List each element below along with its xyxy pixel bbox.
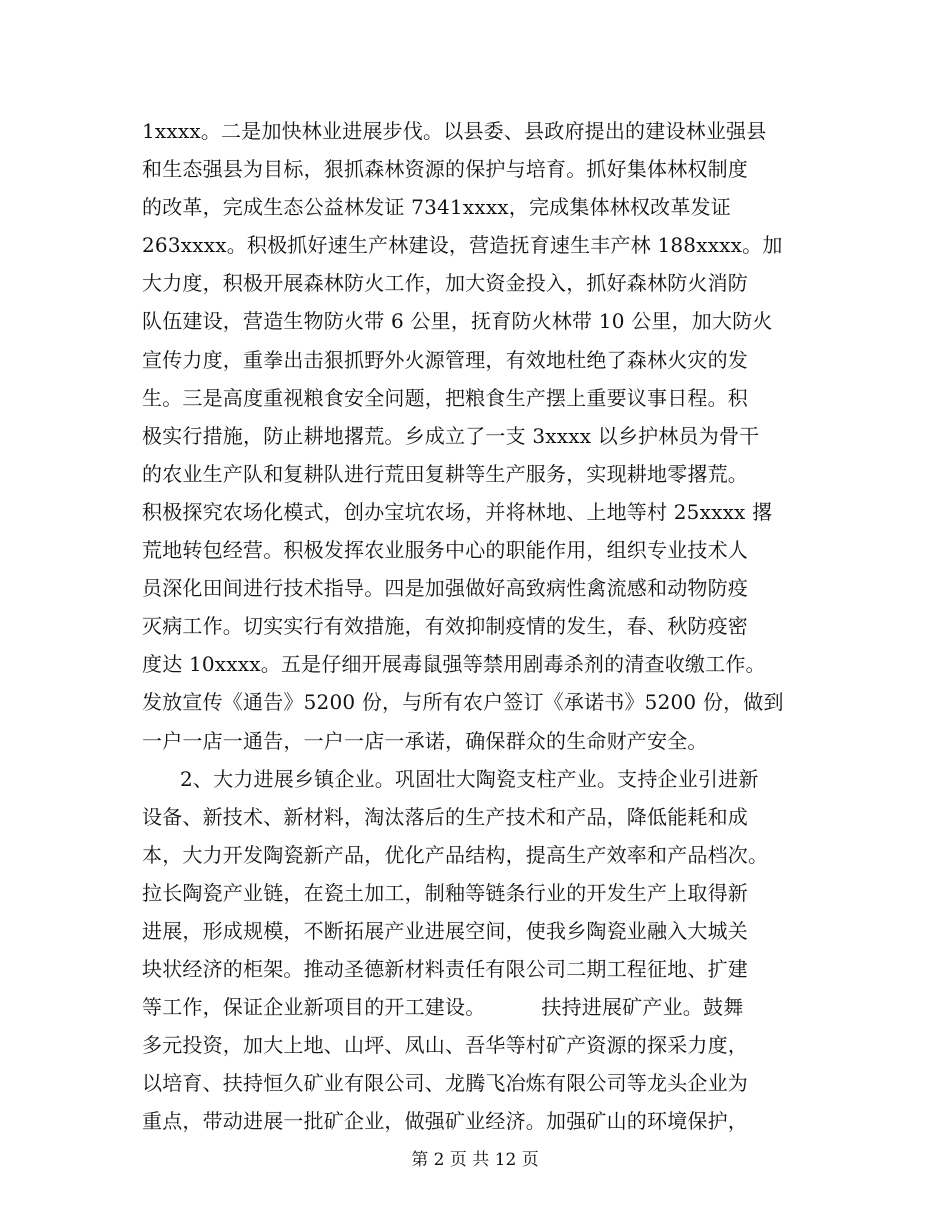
text-line: 的改革，完成生态公益林发证 7341xxxx，完成集体林权改革发证 xyxy=(142,195,731,220)
text-line: 多元投资，加大上地、山坪、凤山、吾华等村矿产资源的探采力度， xyxy=(142,1033,748,1058)
body-text xyxy=(142,112,822,1141)
text-segment: 扶持进展矿产业。鼓舞 xyxy=(541,995,744,1020)
text-line: 块状经济的柜架。推动圣德新材料责任有限公司二期工程征地、扩建 xyxy=(142,957,748,982)
text-line: 本，大力开发陶瓷新产品，优化产品结构，提高生产效率和产品档次。 xyxy=(142,842,769,867)
text-line: 宣传力度，重拳出击狠抓野外火源管理，有效地杜绝了森林火灾的发 xyxy=(142,347,748,372)
text-line: 生。三是高度重视粮食安全问题，把粮食生产摆上重要议事日程。积 xyxy=(142,385,748,410)
text-line: 重点，带动进展一批矿企业，做强矿业经济。加强矿山的环境保护， xyxy=(142,1109,748,1134)
text-segment: 等工作，保证企业新项目的开工建设。 xyxy=(142,995,486,1020)
text-line: 1xxxx。二是加快林业进展步伐。以县委、县政府提出的建设林业强县 xyxy=(142,119,767,143)
text-line: 一户一店一通告，一户一店一承诺，确保群众的生命财产安全。 xyxy=(142,728,708,753)
text-line-paragraph-start: 2、大力进展乡镇企业。巩固壮大陶瓷支柱产业。支持企业引进新 xyxy=(180,766,759,791)
text-line: 发放宣传《通告》5200 份，与所有农户签订《承诺书》5200 份，做到 xyxy=(142,690,784,715)
text-line: 以培育、扶持恒久矿业有限公司、龙腾飞冶炼有限公司等龙头企业为 xyxy=(142,1071,748,1096)
text-line: 积极探究农场化模式，创办宝坑农场，并将林地、上地等村 25xxxx 撂 xyxy=(142,499,773,524)
page-footer: 第 2 页 共 12 页 xyxy=(411,1150,539,1170)
text-line: 进展，形成规模，不断拓展产业进展空间，使我乡陶瓷业融入大城关 xyxy=(142,918,748,943)
text-line: 和生态强县为目标，狠抓森林资源的保护与培育。抓好集体林权制度 xyxy=(142,157,748,182)
text-line-with-gap xyxy=(142,988,822,1026)
text-line: 员深化田间进行技术指导。四是加强做好高致病性禽流感和动物防疫 xyxy=(142,576,748,601)
text-line: 灭病工作。切实实行有效措施，有效抑制疫情的发生，春、秋防疫密 xyxy=(142,614,748,639)
text-line: 263xxxx。积极抓好速生产林建设，营造抚育速生丰产林 188xxxx。加 xyxy=(142,233,783,258)
text-line: 荒地转包经营。积极发挥农业服务中心的职能作用，组织专业技术人 xyxy=(142,538,748,563)
text-line: 极实行措施，防止耕地撂荒。乡成立了一支 3xxxx 以乡护林员为骨干 xyxy=(142,423,760,448)
text-line: 设备、新技术、新材料，淘汰落后的生产技术和产品，降低能耗和成 xyxy=(142,804,748,829)
text-line: 的农业生产队和复耕队进行荒田复耕等生产服务，实现耕地零撂荒。 xyxy=(142,461,748,486)
text-line: 大力度，积极开展森林防火工作，加大资金投入，抓好森林防火消防 xyxy=(142,271,748,296)
text-line: 队伍建设，营造生物防火带 6 公里，抚育防火林带 10 公里，加大防火 xyxy=(142,309,773,334)
text-line: 拉长陶瓷产业链，在瓷土加工，制釉等链条行业的开发生产上取得新 xyxy=(142,880,748,905)
text-line: 度达 10xxxx。五是仔细开展毒鼠强等禁用剧毒杀剂的清查收缴工作。 xyxy=(142,652,766,677)
